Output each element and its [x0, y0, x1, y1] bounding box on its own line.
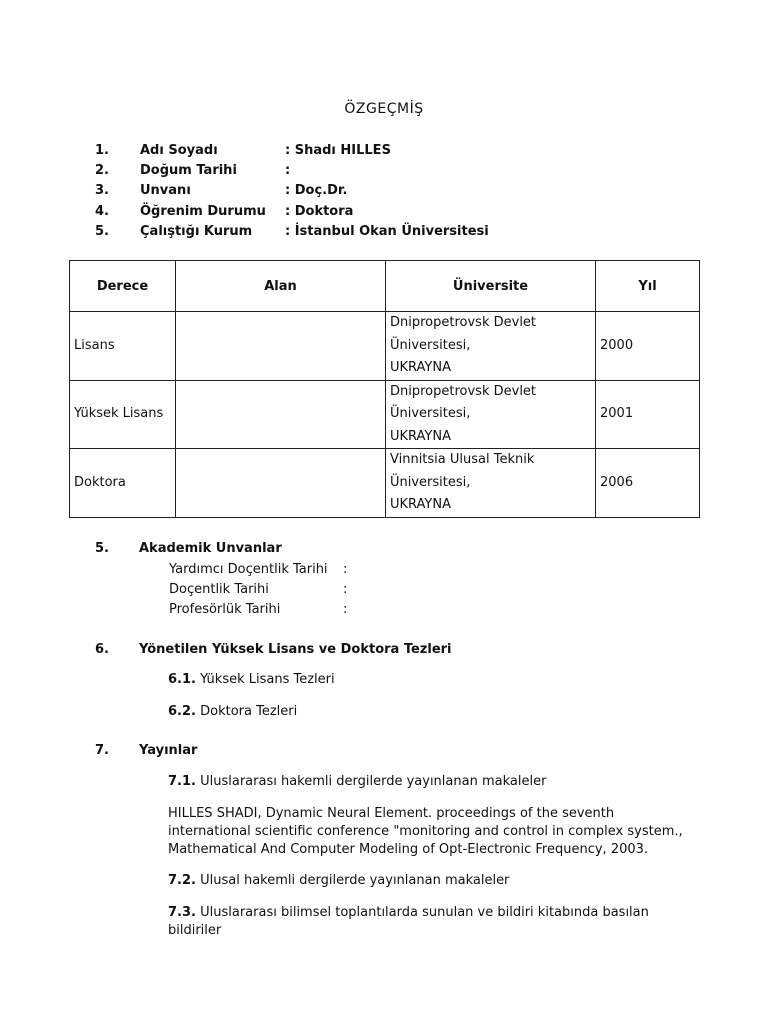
- section-heading: Yayınlar: [139, 743, 198, 758]
- section-heading: Yönetilen Yüksek Lisans ve Doktora Tezleri: [139, 642, 452, 657]
- item-label: Ulusal hakemli dergilerde yayınlanan makaleler: [200, 873, 510, 888]
- academic-item-prof: [169, 602, 348, 617]
- item-num: 7.1.: [168, 774, 196, 789]
- table-header-cell: Alan: [176, 261, 386, 312]
- academic-item-label: Profesörlük Tarihi: [169, 602, 281, 617]
- publications-item-national-journals: [168, 873, 509, 888]
- table-row: [70, 312, 700, 381]
- degree-cell: Yüksek Lisans: [70, 380, 176, 449]
- university-cell: [386, 449, 596, 518]
- publication-entry: [168, 805, 688, 859]
- publications-item-intl-journals: [168, 774, 546, 789]
- academic-item-colon: :: [343, 582, 348, 597]
- academic-item-colon: :: [343, 562, 348, 577]
- academic-item-assistant-prof: [169, 562, 348, 577]
- publication-line: international scientific conference "monitoring and control in complex system.,: [168, 824, 683, 839]
- item-num: 7.3.: [168, 905, 196, 920]
- section-heading: Akademik Unvanlar: [139, 541, 282, 556]
- item-label: Doktora Tezleri: [200, 704, 298, 719]
- section-num: 6.: [95, 642, 109, 657]
- info-num: 2.: [95, 163, 109, 178]
- info-label: Unvanı: [140, 183, 191, 198]
- info-num: 5.: [95, 224, 109, 239]
- academic-item-assoc-prof: [169, 582, 348, 597]
- page-title: ÖZGEÇMİŞ: [344, 101, 424, 117]
- table-header-cell: Yıl: [596, 261, 700, 312]
- section-num: 5.: [95, 541, 109, 556]
- university-line: UKRAYNA: [390, 360, 451, 375]
- table-header-row: [70, 261, 700, 312]
- academic-item-label: Yardımcı Doçentlik Tarihi: [169, 562, 328, 577]
- field-cell: [176, 380, 386, 449]
- theses-item-doctoral: [168, 704, 297, 719]
- table-header-cell: Derece: [70, 261, 176, 312]
- publications-item-intl-conferences: [168, 904, 688, 940]
- academic-item-label: Doçentlik Tarihi: [169, 582, 269, 597]
- publication-line: HILLES SHADI, Dynamic Neural Element. proceedings of the seventh: [168, 806, 615, 821]
- theses-item-masters: [168, 672, 335, 687]
- academic-item-colon: :: [343, 602, 348, 617]
- table-row: [70, 449, 700, 518]
- section-num: 7.: [95, 743, 109, 758]
- item-label-cont: bildiriler: [168, 923, 222, 938]
- year-cell: 2000: [596, 312, 700, 381]
- year-cell: 2001: [596, 380, 700, 449]
- table-header-cell: Üniversite: [386, 261, 596, 312]
- table-row: [70, 380, 700, 449]
- university-line: Üniversitesi,: [390, 406, 471, 421]
- degree-cell: Doktora: [70, 449, 176, 518]
- university-line: UKRAYNA: [390, 428, 451, 444]
- info-label: Adı Soyadı: [140, 143, 218, 158]
- university-line: Dnipropetrovsk Devlet: [390, 383, 537, 399]
- degree-cell: Lisans: [70, 312, 176, 381]
- university-line: Vinnitsia Ulusal Teknik: [390, 452, 535, 467]
- field-cell: [176, 449, 386, 518]
- education-table: [69, 260, 700, 518]
- info-num: 3.: [95, 183, 109, 198]
- university-cell: [386, 380, 596, 449]
- info-value: : Shadı HILLES: [285, 143, 391, 158]
- info-value: :: [285, 163, 291, 178]
- info-label: Doğum Tarihi: [140, 163, 237, 178]
- university-line: Dnipropetrovsk Devlet: [390, 315, 537, 330]
- info-num: 4.: [95, 204, 109, 219]
- university-line: Üniversitesi,: [390, 337, 471, 353]
- info-label: Öğrenim Durumu: [140, 204, 266, 219]
- info-value: : İstanbul Okan Üniversitesi: [285, 224, 489, 239]
- item-num: 6.2.: [168, 704, 196, 719]
- info-label: Çalıştığı Kurum: [140, 224, 253, 239]
- item-num: 6.1.: [168, 672, 196, 687]
- item-label: Uluslararası bilimsel toplantılarda sunulan ve bildiri kitabında basılan: [200, 905, 649, 920]
- field-cell: [176, 312, 386, 381]
- university-line: UKRAYNA: [390, 497, 451, 512]
- item-label: Yüksek Lisans Tezleri: [200, 672, 335, 687]
- info-num: 1.: [95, 143, 109, 158]
- info-value: : Doktora: [285, 204, 354, 219]
- year-cell: 2006: [596, 449, 700, 518]
- university-cell: [386, 312, 596, 381]
- item-label: Uluslararası hakemli dergilerde yayınlanan makaleler: [200, 774, 547, 789]
- university-line: Üniversitesi,: [390, 474, 471, 490]
- info-value: : Doç.Dr.: [285, 183, 348, 198]
- publication-line: Mathematical And Computer Modeling of Opt-Electronic Frequency, 2003.: [168, 842, 649, 857]
- item-num: 7.2.: [168, 873, 196, 888]
